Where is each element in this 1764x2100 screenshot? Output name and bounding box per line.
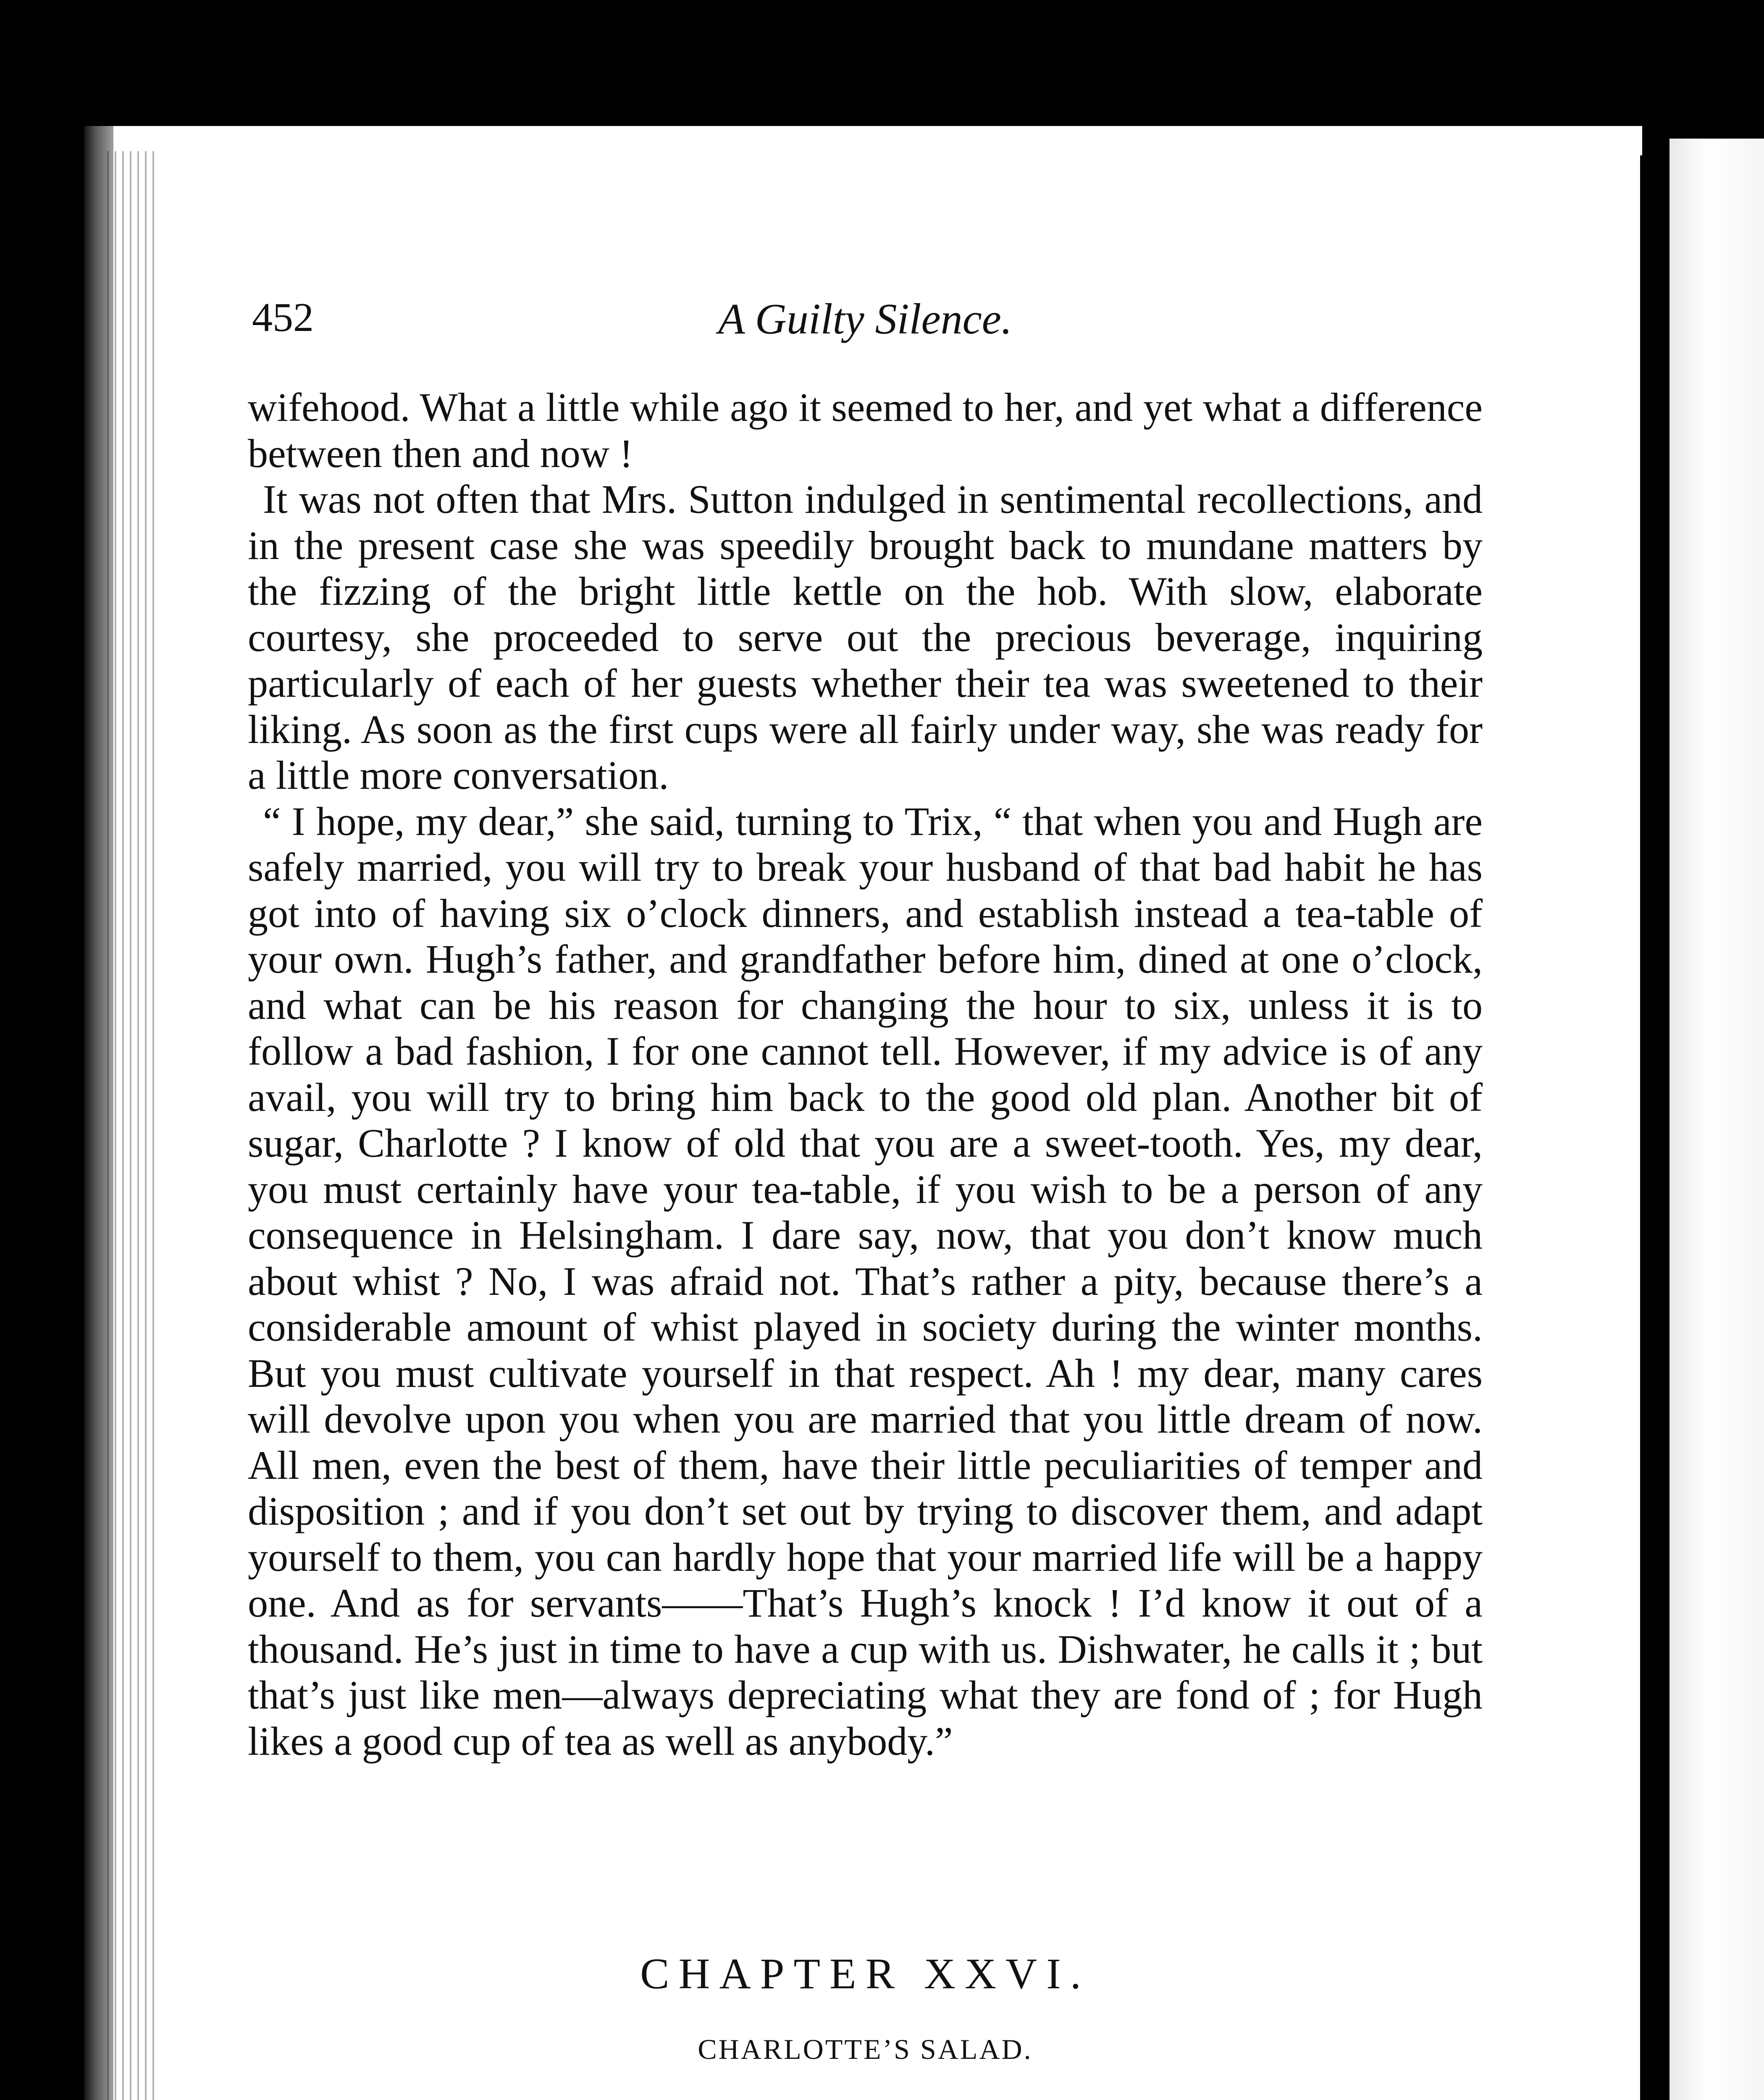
- paragraph: It was not often that Mrs. Sutton indulged in sentimental recollections, and in the present case she was speedily brought back to mundane matters by the fizzing of the bright little kettle on the hob. With slow, elaborate courtesy, she proceeded to serve out the precious beverage, inquiring particularly of each of her guests whether their tea was sweetened to their liking. As soon as the first cups were all fairly under way, she was ready for a little more conversation.: [248, 477, 1483, 798]
- running-title: A Guilty Silence.: [718, 295, 1012, 343]
- facing-page-edge: [1670, 139, 1764, 2100]
- page-header: [252, 294, 1478, 353]
- paragraph: wifehood. What a little while ago it seemed to her, and yet what a difference between then and now !: [248, 385, 1483, 476]
- chapter-title: CHAPTER XXVI.: [640, 1950, 1090, 1998]
- page-number: 452: [252, 295, 314, 340]
- body-text: [248, 384, 1483, 1764]
- chapter-subtitle: CHARLOTTE’S SALAD.: [698, 2033, 1033, 2065]
- binding-edge: [1640, 155, 1670, 2100]
- paragraph: “ I hope, my dear,” she said, turning to Trix, “ that when you and Hugh are safely married, you will try to break your husband of that bad habit he has got into of having six o’clock dinners, and establish instead a tea-table of your own. Hugh’s father, and grandfather before him, dined at one o’clock, and what can be his reason for changing the hour to six, unless it is to follow a bad fashion, I for one cannot tell. However, if my advice is of any avail, you will try to bring him back to the good old plan. Another bit of sugar, Charlotte ? I know of old that you are a sweet-tooth. Yes, my dear, you must certainly have your tea-table, if you wish to be a person of any consequence in Helsingham. I dare say, now, that you don’t know much about whist ? No, I was afraid not. That’s rather a pity, because there’s a considerable amount of whist played in society during the winter months. But you must cultivate yourself in that respect. Ah ! my dear, many cares will devolve upon you when you are married that you little dream of now. All men, even the best of them, have their little peculiarities of temper and disposition ; and if you don’t set out by trying to discover them, and adapt yourself to them, you can hardly hope that your married life will be a happy one. And as for servants——That’s Hugh’s knock ! I’d know it out of a thousand. He’s just in time to have a cup with us. Dishwater, he calls it ; but that’s just like men—always depreciating what they are fond of ; for Hugh likes a good cup of tea as well as anybody.”: [248, 798, 1483, 1764]
- page-stack-edges: [107, 151, 158, 2100]
